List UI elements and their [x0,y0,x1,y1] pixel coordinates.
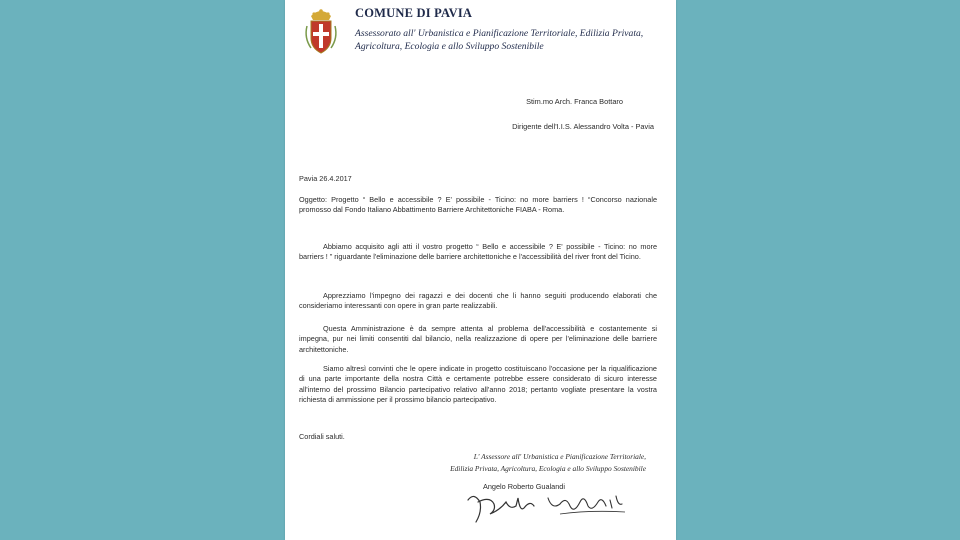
paragraph-3: Questa Amministrazione è da sempre attenta al problema dell'accessibilità e costantemente si impegna, pur nei limiti consentiti dal bilancio, nella realizzazione di opere per l'eliminazione delle barriere architettoniche. [299,324,657,354]
paragraph-2: Apprezziamo l'impegno dei ragazzi e dei docenti che li hanno seguiti producendo elaborati che consideriamo interessanti con opere in gran parte realizzabili. [299,291,657,311]
department-subtitle: Assessorato all' Urbanistica e Pianificazione Territoriale, Edilizia Privata, Agricoltura, Ecologia e allo Sviluppo Sostenibile [355,28,644,52]
handwritten-signature [460,488,640,528]
letter-subject: Oggetto: Progetto “ Bello e accessibile ? E' possibile - Ticino: no more barriers ! “Concorso nazionale promosso dal Fondo Italiano Abbattimento Barriere Architettoniche FIABA - Roma. [299,195,657,215]
paragraph-4: Siamo altresì convinti che le opere indicate in progetto costituiscano l'occasione per la riqualificazione di una parte importante della nostra Città e certamente potrebbe essere considerato di sicuro interesse all'interno del prossimo Bilancio partecipativo relativo all'anno 2018; pertanto vogliate presentare la vostra richiesta di ammissione per il prossimo bilancio partecipativo. [299,364,657,405]
recipient-name: Stim.mo Arch. Franca Bottaro [526,97,623,106]
pavia-crest-logo [303,6,339,56]
letter-page [285,0,676,540]
paragraph-1: Abbiamo acquisito agli atti il vostro progetto “ Bello e accessibile ? E' possibile - Ticino: no more barriers ! ” riguardante l'eliminazione delle barriere architettoniche e l'accessibilità del river front del Ticino. [299,242,657,262]
closing-greeting: Cordiali saluti. [299,432,345,441]
signatory-title-line-2: Edilizia Privata, Agricoltura, Ecologia e allo Sviluppo Sostenibile [450,463,646,473]
signatory-name: Angelo Roberto Gualandi [483,482,565,491]
letter-date: Pavia 26.4.2017 [299,174,352,183]
signatory-title [386,451,646,474]
recipient-role: Dirigente dell'I.I.S. Alessandro Volta - Pavia [512,122,654,131]
municipality-title: COMUNE DI PAVIA [355,6,473,20]
signatory-title-line-1: L' Assessore all' Urbanistica e Pianificazione Territoriale, [473,452,646,461]
